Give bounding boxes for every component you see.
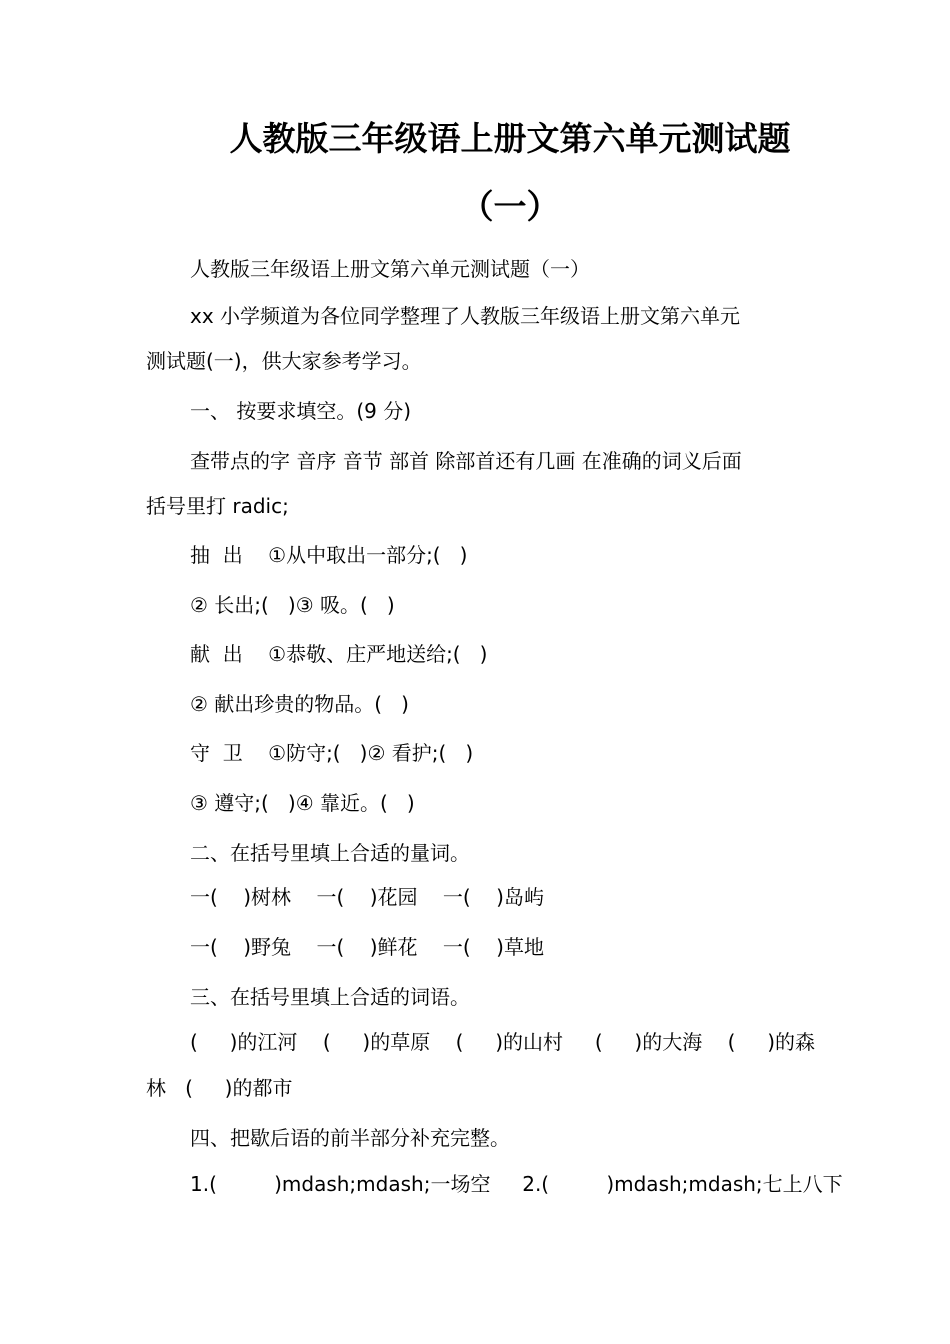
question-line: ③ 遵守;( )④ 靠近。( ) (190, 791, 415, 815)
question-line: 守 卫 ①防守;( )② 看护;( ) (190, 741, 474, 765)
question-line: 抽 出 ①从中取出一部分;( ) (190, 543, 468, 567)
question-line: ② 长出;( )③ 吸。( ) (190, 593, 395, 617)
section-one-instruction-continued: 括号里打 radic; (146, 494, 289, 518)
section-four-heading: 四、把歇后语的前半部分补充完整。 (190, 1126, 510, 1150)
question-line: 1.( )mdash;mdash;一场空 2.( )mdash;mdash;七上八下 (190, 1172, 843, 1196)
intro-text: xx 小学频道为各位同学整理了人教版三年级语上册文第六单元 (190, 304, 741, 328)
question-line: 林 ( )的都市 (146, 1076, 293, 1100)
section-one-instruction: 查带点的字 音序 音节 部首 除部首还有几画 在准确的词义后面 (190, 449, 742, 473)
intro-heading: 人教版三年级语上册文第六单元测试题（一） (190, 257, 590, 281)
question-line: 献 出 ①恭敬、庄严地送给;( ) (190, 642, 488, 666)
section-three-heading: 三、在括号里填上合适的词语。 (190, 985, 470, 1009)
question-line: 一( )野兔 一( )鲜花 一( )草地 (190, 935, 544, 959)
question-line: ② 献出珍贵的物品。( ) (190, 692, 409, 716)
question-line: 一( )树林 一( )花园 一( )岛屿 (190, 885, 544, 909)
section-two-heading: 二、在括号里填上合适的量词。 (190, 841, 470, 865)
document-title-suffix: （一） (460, 187, 560, 226)
question-line: ( )的江河 ( )的草原 ( )的山村 ( )的大海 ( )的森 (190, 1030, 816, 1054)
intro-text-continued: 测试题(一)，供大家参考学习。 (146, 349, 422, 373)
section-one-heading: 一、 按要求填空。(9 分) (190, 399, 412, 423)
document-title: 人教版三年级语上册文第六单元测试题 (229, 119, 791, 158)
